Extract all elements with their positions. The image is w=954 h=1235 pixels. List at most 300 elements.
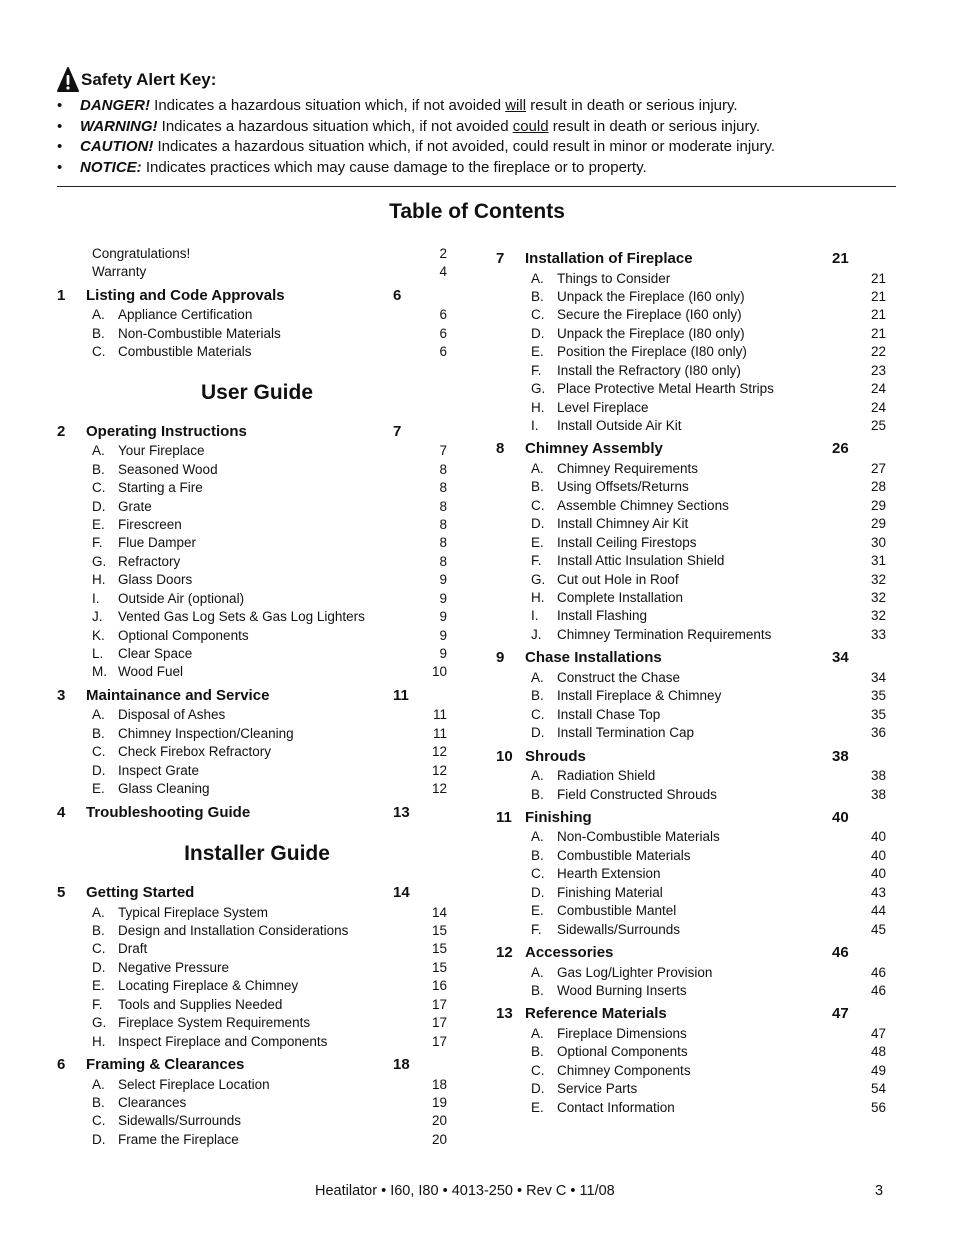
toc-subentry[interactable] bbox=[57, 921, 447, 939]
toc-subentry[interactable] bbox=[57, 1093, 447, 1111]
safety-text: Indicates a hazardous situation which, if not avoided, could result in minor or moderate injury. bbox=[153, 138, 776, 155]
toc-subentry[interactable] bbox=[57, 779, 447, 797]
subentry-page: 20 bbox=[431, 1113, 447, 1129]
subentry-letter: K. bbox=[92, 627, 105, 643]
toc-section-11[interactable] bbox=[496, 809, 886, 828]
toc-subentry[interactable] bbox=[57, 305, 447, 323]
subentry-letter: L. bbox=[92, 646, 104, 661]
subentry-title: Your Fireplace bbox=[118, 443, 205, 459]
toc-subentry[interactable] bbox=[496, 668, 886, 686]
subentry-title: Unpack the Fireplace (I80 only) bbox=[557, 325, 745, 341]
toc-subentry[interactable] bbox=[496, 723, 886, 741]
subentry-letter: B. bbox=[92, 1095, 105, 1110]
section-number: 11 bbox=[496, 808, 512, 826]
safety-title: Safety Alert Key: bbox=[81, 70, 217, 89]
section-page: 21 bbox=[832, 250, 849, 267]
section-title: Installation of Fireplace bbox=[525, 250, 693, 267]
toc-subentry[interactable] bbox=[496, 342, 886, 360]
toc-subentry[interactable] bbox=[57, 515, 447, 533]
subentry-page: 8 bbox=[439, 498, 447, 514]
section-page: 14 bbox=[393, 884, 410, 902]
toc-entry[interactable] bbox=[57, 244, 447, 262]
toc-subentry[interactable] bbox=[496, 625, 886, 643]
toc-subentry[interactable] bbox=[496, 1079, 886, 1097]
section-number: 4 bbox=[57, 803, 66, 821]
toc-subentry[interactable] bbox=[496, 398, 886, 416]
subentry-letter: H. bbox=[531, 399, 545, 415]
subentry-title: Optional Components bbox=[557, 1044, 688, 1060]
subentry-letter: D. bbox=[531, 325, 545, 341]
subentry-title: Chimney Termination Requirements bbox=[557, 626, 772, 642]
subentry-letter: B. bbox=[531, 786, 544, 802]
subentry-letter: B. bbox=[531, 847, 544, 863]
toc-subentry[interactable] bbox=[57, 533, 447, 551]
subentry-page: 22 bbox=[870, 344, 886, 360]
footer-text: Heatilator • I60, I80 • 4013-250 • Rev C • 11/08 bbox=[315, 1183, 615, 1199]
toc-subentry[interactable] bbox=[57, 589, 447, 607]
section-page: 34 bbox=[832, 649, 849, 667]
subentry-title: Draft bbox=[118, 941, 148, 957]
safety-item-notice bbox=[57, 158, 902, 179]
subentry-letter: B. bbox=[92, 725, 105, 741]
subentry-page: 28 bbox=[870, 479, 886, 495]
section-number: 3 bbox=[57, 686, 66, 704]
toc-subentry[interactable] bbox=[496, 705, 886, 723]
section-title: Shrouds bbox=[525, 747, 586, 765]
toc-section-9[interactable] bbox=[496, 649, 886, 668]
subentry-letter: G. bbox=[531, 571, 546, 587]
toc-right-column bbox=[496, 244, 886, 1116]
toc-subentry[interactable] bbox=[57, 1013, 447, 1031]
subentry-page: 38 bbox=[870, 786, 886, 802]
toc-subentry[interactable] bbox=[57, 1075, 447, 1093]
subentry-page: 16 bbox=[431, 978, 447, 994]
subentry-letter: D. bbox=[92, 762, 106, 778]
subentry-letter: E. bbox=[92, 516, 105, 532]
subentry-title: Install Ceiling Firestops bbox=[557, 534, 697, 550]
subentry-page: 45 bbox=[870, 921, 886, 937]
toc-subentry[interactable] bbox=[57, 644, 447, 662]
subentry-letter: D. bbox=[92, 959, 106, 975]
subentry-page: 17 bbox=[431, 996, 447, 1012]
subentry-title: Grate bbox=[118, 498, 152, 514]
section-number: 13 bbox=[496, 1005, 513, 1023]
subentry-page: 25 bbox=[870, 418, 886, 433]
subentry-title: Things to Consider bbox=[557, 270, 671, 286]
toc-section-1[interactable] bbox=[57, 287, 447, 306]
subentry-letter: C. bbox=[92, 344, 106, 360]
guide-heading-title: Installer Guide bbox=[184, 842, 330, 866]
subentry-letter: A. bbox=[92, 307, 105, 323]
subentry-title: Install Attic Insulation Shield bbox=[557, 553, 725, 569]
subentry-page: 20 bbox=[431, 1131, 447, 1147]
toc-subentry[interactable] bbox=[57, 705, 447, 723]
toc-section-5[interactable] bbox=[57, 884, 447, 903]
subentry-letter: A. bbox=[92, 1076, 105, 1092]
subentry-title: Radiation Shield bbox=[557, 768, 656, 784]
subentry-letter: I. bbox=[92, 590, 100, 606]
toc-subentry[interactable] bbox=[496, 827, 886, 845]
subentry-letter: B. bbox=[92, 325, 105, 341]
subentry-letter: B. bbox=[92, 923, 105, 938]
subentry-page: 32 bbox=[870, 590, 886, 605]
subentry-letter: B. bbox=[531, 688, 544, 704]
subentry-title: Clearances bbox=[118, 1095, 187, 1110]
toc-subentry[interactable] bbox=[496, 514, 886, 532]
subentry-page: 38 bbox=[870, 768, 886, 784]
subentry-page: 21 bbox=[870, 325, 886, 341]
subentry-letter: C. bbox=[531, 497, 545, 513]
subentry-title: Tools and Supplies Needed bbox=[118, 996, 283, 1012]
guide-heading-title: User Guide bbox=[200, 380, 314, 404]
subentry-page: 23 bbox=[870, 362, 886, 378]
safety-title-row bbox=[57, 66, 902, 94]
toc-section-7[interactable] bbox=[496, 250, 886, 269]
toc-section-10[interactable] bbox=[496, 748, 886, 767]
toc-subentry[interactable] bbox=[57, 497, 447, 515]
subentry-letter: C. bbox=[531, 706, 545, 722]
toc-entry[interactable] bbox=[57, 262, 447, 280]
section-title: Troubleshooting Guide bbox=[86, 803, 251, 821]
subentry-page: 9 bbox=[439, 646, 447, 661]
safety-text: result in death or serious injury. bbox=[548, 117, 761, 135]
subentry-letter: H. bbox=[92, 572, 106, 588]
subentry-title: Inspect Fireplace and Components bbox=[118, 1033, 328, 1049]
toc-subentry[interactable] bbox=[57, 552, 447, 570]
toc-subentry[interactable] bbox=[496, 846, 886, 864]
subentry-title: Wood Burning Inserts bbox=[557, 983, 687, 998]
subentry-letter: A. bbox=[92, 443, 105, 459]
subentry-page: 32 bbox=[870, 608, 886, 624]
toc-subentry[interactable] bbox=[57, 1130, 447, 1148]
toc-section-6[interactable] bbox=[57, 1056, 447, 1075]
toc-subentry[interactable] bbox=[496, 496, 886, 514]
toc-subentry[interactable] bbox=[57, 1111, 447, 1129]
guide-heading bbox=[57, 822, 447, 878]
subentry-letter: E. bbox=[531, 344, 544, 360]
toc-subentry[interactable] bbox=[57, 342, 447, 360]
toc-section-2[interactable] bbox=[57, 423, 447, 442]
subentry-letter: I. bbox=[531, 608, 539, 624]
safety-alert-key bbox=[57, 66, 902, 178]
toc-subentry[interactable] bbox=[57, 958, 447, 976]
toc-section-13[interactable] bbox=[496, 1005, 886, 1024]
toc-subentry[interactable] bbox=[57, 995, 447, 1013]
subentry-page: 21 bbox=[870, 270, 886, 286]
subentry-page: 9 bbox=[439, 609, 447, 625]
subentry-letter: C. bbox=[92, 941, 106, 957]
subentry-page: 6 bbox=[439, 344, 447, 360]
subentry-page: 36 bbox=[870, 725, 886, 741]
toc-subentry[interactable] bbox=[496, 883, 886, 901]
toc-subentry[interactable] bbox=[57, 478, 447, 496]
subentry-title: Hearth Extension bbox=[557, 866, 661, 882]
subentry-title: Optional Components bbox=[118, 627, 249, 643]
toc-subentry[interactable] bbox=[57, 742, 447, 760]
toc-subentry[interactable] bbox=[496, 1042, 886, 1060]
subentry-page: 6 bbox=[439, 325, 447, 341]
toc-section-12[interactable] bbox=[496, 944, 886, 963]
subentry-title: Install Chimney Air Kit bbox=[557, 516, 689, 532]
section-page: 6 bbox=[393, 286, 402, 304]
subentry-title: Assemble Chimney Sections bbox=[557, 497, 729, 513]
subentry-page: 34 bbox=[870, 669, 886, 685]
subentry-title: Cut out Hole in Roof bbox=[557, 571, 679, 587]
subentry-letter: B. bbox=[531, 288, 544, 304]
toc-subentry[interactable] bbox=[496, 361, 886, 379]
toc-subentry[interactable] bbox=[496, 606, 886, 624]
subentry-title: Level Fireplace bbox=[557, 399, 649, 415]
toc-subentry[interactable] bbox=[496, 686, 886, 704]
subentry-letter: F. bbox=[531, 362, 542, 378]
subentry-page: 30 bbox=[870, 534, 886, 550]
toc-subentry[interactable] bbox=[57, 662, 447, 680]
subentry-page: 46 bbox=[870, 983, 886, 998]
subentry-page: 44 bbox=[870, 903, 886, 919]
subentry-title: Finishing Material bbox=[557, 884, 663, 900]
subentry-title: Refractory bbox=[118, 553, 181, 569]
toc-subentry[interactable] bbox=[57, 607, 447, 625]
toc-subentry[interactable] bbox=[496, 551, 886, 569]
subentry-letter: A. bbox=[531, 460, 544, 476]
toc-subentry[interactable] bbox=[496, 324, 886, 342]
toc-subentry[interactable] bbox=[57, 976, 447, 994]
subentry-letter: A. bbox=[531, 768, 544, 784]
subentry-title: Gas Log/Lighter Provision bbox=[557, 964, 713, 980]
subentry-title: Chimney Components bbox=[557, 1062, 691, 1078]
subentry-page: 12 bbox=[431, 781, 447, 797]
subentry-page: 32 bbox=[870, 571, 886, 587]
subentry-letter: D. bbox=[531, 884, 545, 900]
subentry-title: Combustible Materials bbox=[118, 344, 252, 360]
subentry-letter: H. bbox=[92, 1033, 106, 1049]
section-number: 9 bbox=[496, 649, 505, 667]
section-page: 11 bbox=[393, 686, 409, 704]
safety-item-caution bbox=[57, 137, 902, 158]
subentry-letter: G. bbox=[92, 553, 107, 569]
toc-subentry[interactable] bbox=[496, 416, 886, 434]
subentry-letter: G. bbox=[92, 1015, 107, 1031]
safety-keyword: DANGER! bbox=[80, 97, 150, 114]
toc-subentry[interactable] bbox=[496, 477, 886, 495]
toc-subentry[interactable] bbox=[496, 920, 886, 938]
safety-keyword: CAUTION! bbox=[80, 138, 154, 155]
subentry-letter: F. bbox=[531, 921, 542, 937]
toc-section-8[interactable] bbox=[496, 440, 886, 459]
subentry-title: Inspect Grate bbox=[118, 762, 200, 778]
subentry-page: 47 bbox=[870, 1025, 886, 1041]
subentry-title: Vented Gas Log Sets & Gas Log Lighters bbox=[118, 609, 365, 625]
subentry-page: 8 bbox=[439, 480, 447, 496]
subentry-title: Fireplace System Requirements bbox=[118, 1015, 311, 1031]
subentry-letter: C. bbox=[92, 744, 106, 760]
subentry-letter: D. bbox=[531, 516, 545, 532]
subentry-title: Install Chase Top bbox=[557, 706, 661, 722]
toc-subentry[interactable] bbox=[496, 287, 886, 305]
subentry-letter: C. bbox=[531, 1062, 545, 1078]
subentry-letter: E. bbox=[531, 1099, 544, 1115]
subentry-title: Starting a Fire bbox=[118, 480, 203, 496]
subentry-letter: A. bbox=[92, 904, 105, 920]
section-number: 5 bbox=[57, 884, 66, 902]
toc-subentry[interactable] bbox=[57, 903, 447, 921]
subentry-title: Fireplace Dimensions bbox=[557, 1025, 687, 1041]
subentry-page: 40 bbox=[870, 829, 886, 845]
subentry-title: Seasoned Wood bbox=[118, 461, 218, 477]
toc-subentry[interactable] bbox=[496, 269, 886, 287]
subentry-title: Install Flashing bbox=[557, 608, 648, 624]
subentry-letter: C. bbox=[531, 307, 545, 323]
subentry-page: 9 bbox=[439, 590, 447, 606]
subentry-letter: E. bbox=[531, 534, 544, 550]
subentry-page: 14 bbox=[431, 904, 447, 920]
toc-subentry[interactable] bbox=[57, 724, 447, 742]
subentry-page: 6 bbox=[439, 307, 447, 323]
subentry-letter: F. bbox=[92, 535, 103, 551]
subentry-page: 8 bbox=[439, 516, 447, 532]
subentry-page: 31 bbox=[870, 553, 886, 569]
subentry-title: Negative Pressure bbox=[118, 959, 230, 975]
subentry-title: Combustible Materials bbox=[557, 847, 691, 863]
toc-subentry[interactable] bbox=[496, 1061, 886, 1079]
toc-subentry[interactable] bbox=[57, 939, 447, 957]
toc-subentry[interactable] bbox=[57, 570, 447, 588]
subentry-letter: H. bbox=[531, 590, 545, 605]
section-title: Chase Installations bbox=[525, 649, 662, 667]
subentry-letter: I. bbox=[531, 418, 539, 433]
toc-subentry[interactable] bbox=[496, 864, 886, 882]
toc-subentry[interactable] bbox=[496, 459, 886, 477]
subentry-letter: B. bbox=[531, 479, 544, 495]
section-number: 1 bbox=[57, 286, 66, 304]
guide-heading bbox=[57, 361, 447, 417]
subentry-page: 40 bbox=[870, 847, 886, 863]
subentry-page: 21 bbox=[870, 307, 886, 323]
subentry-title: Typical Fireplace System bbox=[118, 904, 269, 920]
subentry-title: Install the Refractory (I80 only) bbox=[557, 362, 741, 378]
toc-subentry[interactable] bbox=[496, 570, 886, 588]
toc-subentry[interactable] bbox=[57, 324, 447, 342]
safety-keyword: NOTICE: bbox=[80, 158, 142, 176]
toc-subentry[interactable] bbox=[496, 379, 886, 397]
subentry-page: 24 bbox=[870, 399, 886, 415]
section-number: 10 bbox=[496, 747, 513, 765]
subentry-letter: D. bbox=[531, 1081, 545, 1097]
safety-text: Indicates practices which may cause damage to the fireplace or to property. bbox=[141, 158, 647, 176]
toc-subentry[interactable] bbox=[496, 1098, 886, 1116]
subentry-title: Install Fireplace & Chimney bbox=[557, 688, 722, 704]
section-title: Listing and Code Approvals bbox=[86, 286, 285, 304]
subentry-letter: C. bbox=[92, 480, 106, 496]
subentry-title: Secure the Fireplace (I60 only) bbox=[557, 307, 742, 323]
safety-underlined: will bbox=[505, 97, 527, 114]
toc-subentry[interactable] bbox=[496, 766, 886, 784]
toc-entry-page: 2 bbox=[439, 246, 447, 261]
subentry-letter: E. bbox=[92, 781, 105, 797]
toc-subentry[interactable] bbox=[496, 533, 886, 551]
toc-subentry[interactable] bbox=[57, 441, 447, 459]
subentry-page: 9 bbox=[439, 572, 447, 588]
subentry-title: Construct the Chase bbox=[557, 669, 681, 685]
toc-subentry[interactable] bbox=[496, 785, 886, 803]
section-title: Finishing bbox=[525, 808, 592, 826]
safety-list bbox=[57, 96, 902, 178]
section-page: 18 bbox=[393, 1056, 410, 1074]
subentry-letter: A. bbox=[531, 669, 544, 685]
section-page: 46 bbox=[832, 944, 849, 962]
subentry-page: 8 bbox=[439, 461, 447, 477]
subentry-letter: D. bbox=[92, 498, 106, 514]
toc-title: Table of Contents bbox=[389, 200, 565, 223]
subentry-title: Service Parts bbox=[557, 1081, 638, 1097]
toc-entry-title: Congratulations! bbox=[92, 246, 191, 261]
subentry-letter: G. bbox=[531, 381, 546, 397]
subentry-title: Non-Combustible Materials bbox=[118, 325, 281, 341]
toc-section-4[interactable] bbox=[57, 804, 447, 823]
subentry-title: Firescreen bbox=[118, 516, 182, 532]
subentry-page: 21 bbox=[870, 288, 886, 304]
subentry-page: 54 bbox=[870, 1081, 886, 1097]
section-page: 13 bbox=[393, 803, 410, 821]
safety-underlined: could bbox=[512, 117, 549, 135]
section-title: Accessories bbox=[525, 944, 614, 962]
subentry-page: 8 bbox=[439, 553, 447, 569]
subentry-page: 12 bbox=[431, 762, 447, 778]
toc-subentry[interactable] bbox=[57, 460, 447, 478]
subentry-page: 46 bbox=[870, 964, 886, 980]
subentry-title: Using Offsets/Returns bbox=[557, 479, 689, 495]
subentry-title: Complete Installation bbox=[557, 590, 684, 605]
subentry-page: 19 bbox=[431, 1095, 447, 1110]
toc-subentry[interactable] bbox=[496, 1024, 886, 1042]
subentry-letter: F. bbox=[92, 996, 103, 1012]
subentry-page: 18 bbox=[431, 1076, 447, 1092]
toc-subentry[interactable] bbox=[57, 1032, 447, 1050]
subentry-title: Glass Cleaning bbox=[118, 781, 210, 797]
toc-subentry[interactable] bbox=[496, 981, 886, 999]
toc-subentry[interactable] bbox=[57, 626, 447, 644]
subentry-title: Outside Air (optional) bbox=[118, 590, 245, 606]
section-number: 2 bbox=[57, 422, 66, 440]
toc-subentry[interactable] bbox=[57, 761, 447, 779]
toc-subentry[interactable] bbox=[496, 588, 886, 606]
section-number: 7 bbox=[496, 250, 505, 267]
subentry-page: 10 bbox=[431, 664, 447, 680]
subentry-letter: A. bbox=[531, 1025, 544, 1041]
subentry-title: Sidewalls/Surrounds bbox=[118, 1113, 242, 1129]
subentry-page: 49 bbox=[870, 1062, 886, 1078]
page-number: 3 bbox=[875, 1183, 884, 1199]
subentry-page: 40 bbox=[870, 866, 886, 882]
toc-entry-title: Warranty bbox=[92, 264, 147, 280]
subentry-page: 17 bbox=[431, 1015, 447, 1031]
subentry-letter: E. bbox=[92, 978, 105, 994]
subentry-page: 29 bbox=[870, 516, 886, 532]
subentry-letter: A. bbox=[92, 707, 105, 723]
toc-section-3[interactable] bbox=[57, 687, 447, 706]
subentry-page: 33 bbox=[870, 626, 886, 642]
subentry-title: Glass Doors bbox=[118, 572, 193, 588]
subentry-letter: D. bbox=[531, 725, 545, 741]
subentry-title: Frame the Fireplace bbox=[118, 1131, 239, 1147]
subentry-page: 15 bbox=[431, 959, 447, 975]
warning-triangle-icon bbox=[57, 67, 79, 93]
toc-subentry[interactable] bbox=[496, 963, 886, 981]
subentry-title: Unpack the Fireplace (I60 only) bbox=[557, 288, 745, 304]
toc-subentry[interactable] bbox=[496, 305, 886, 323]
toc-subentry[interactable] bbox=[496, 901, 886, 919]
section-title: Reference Materials bbox=[525, 1005, 667, 1023]
